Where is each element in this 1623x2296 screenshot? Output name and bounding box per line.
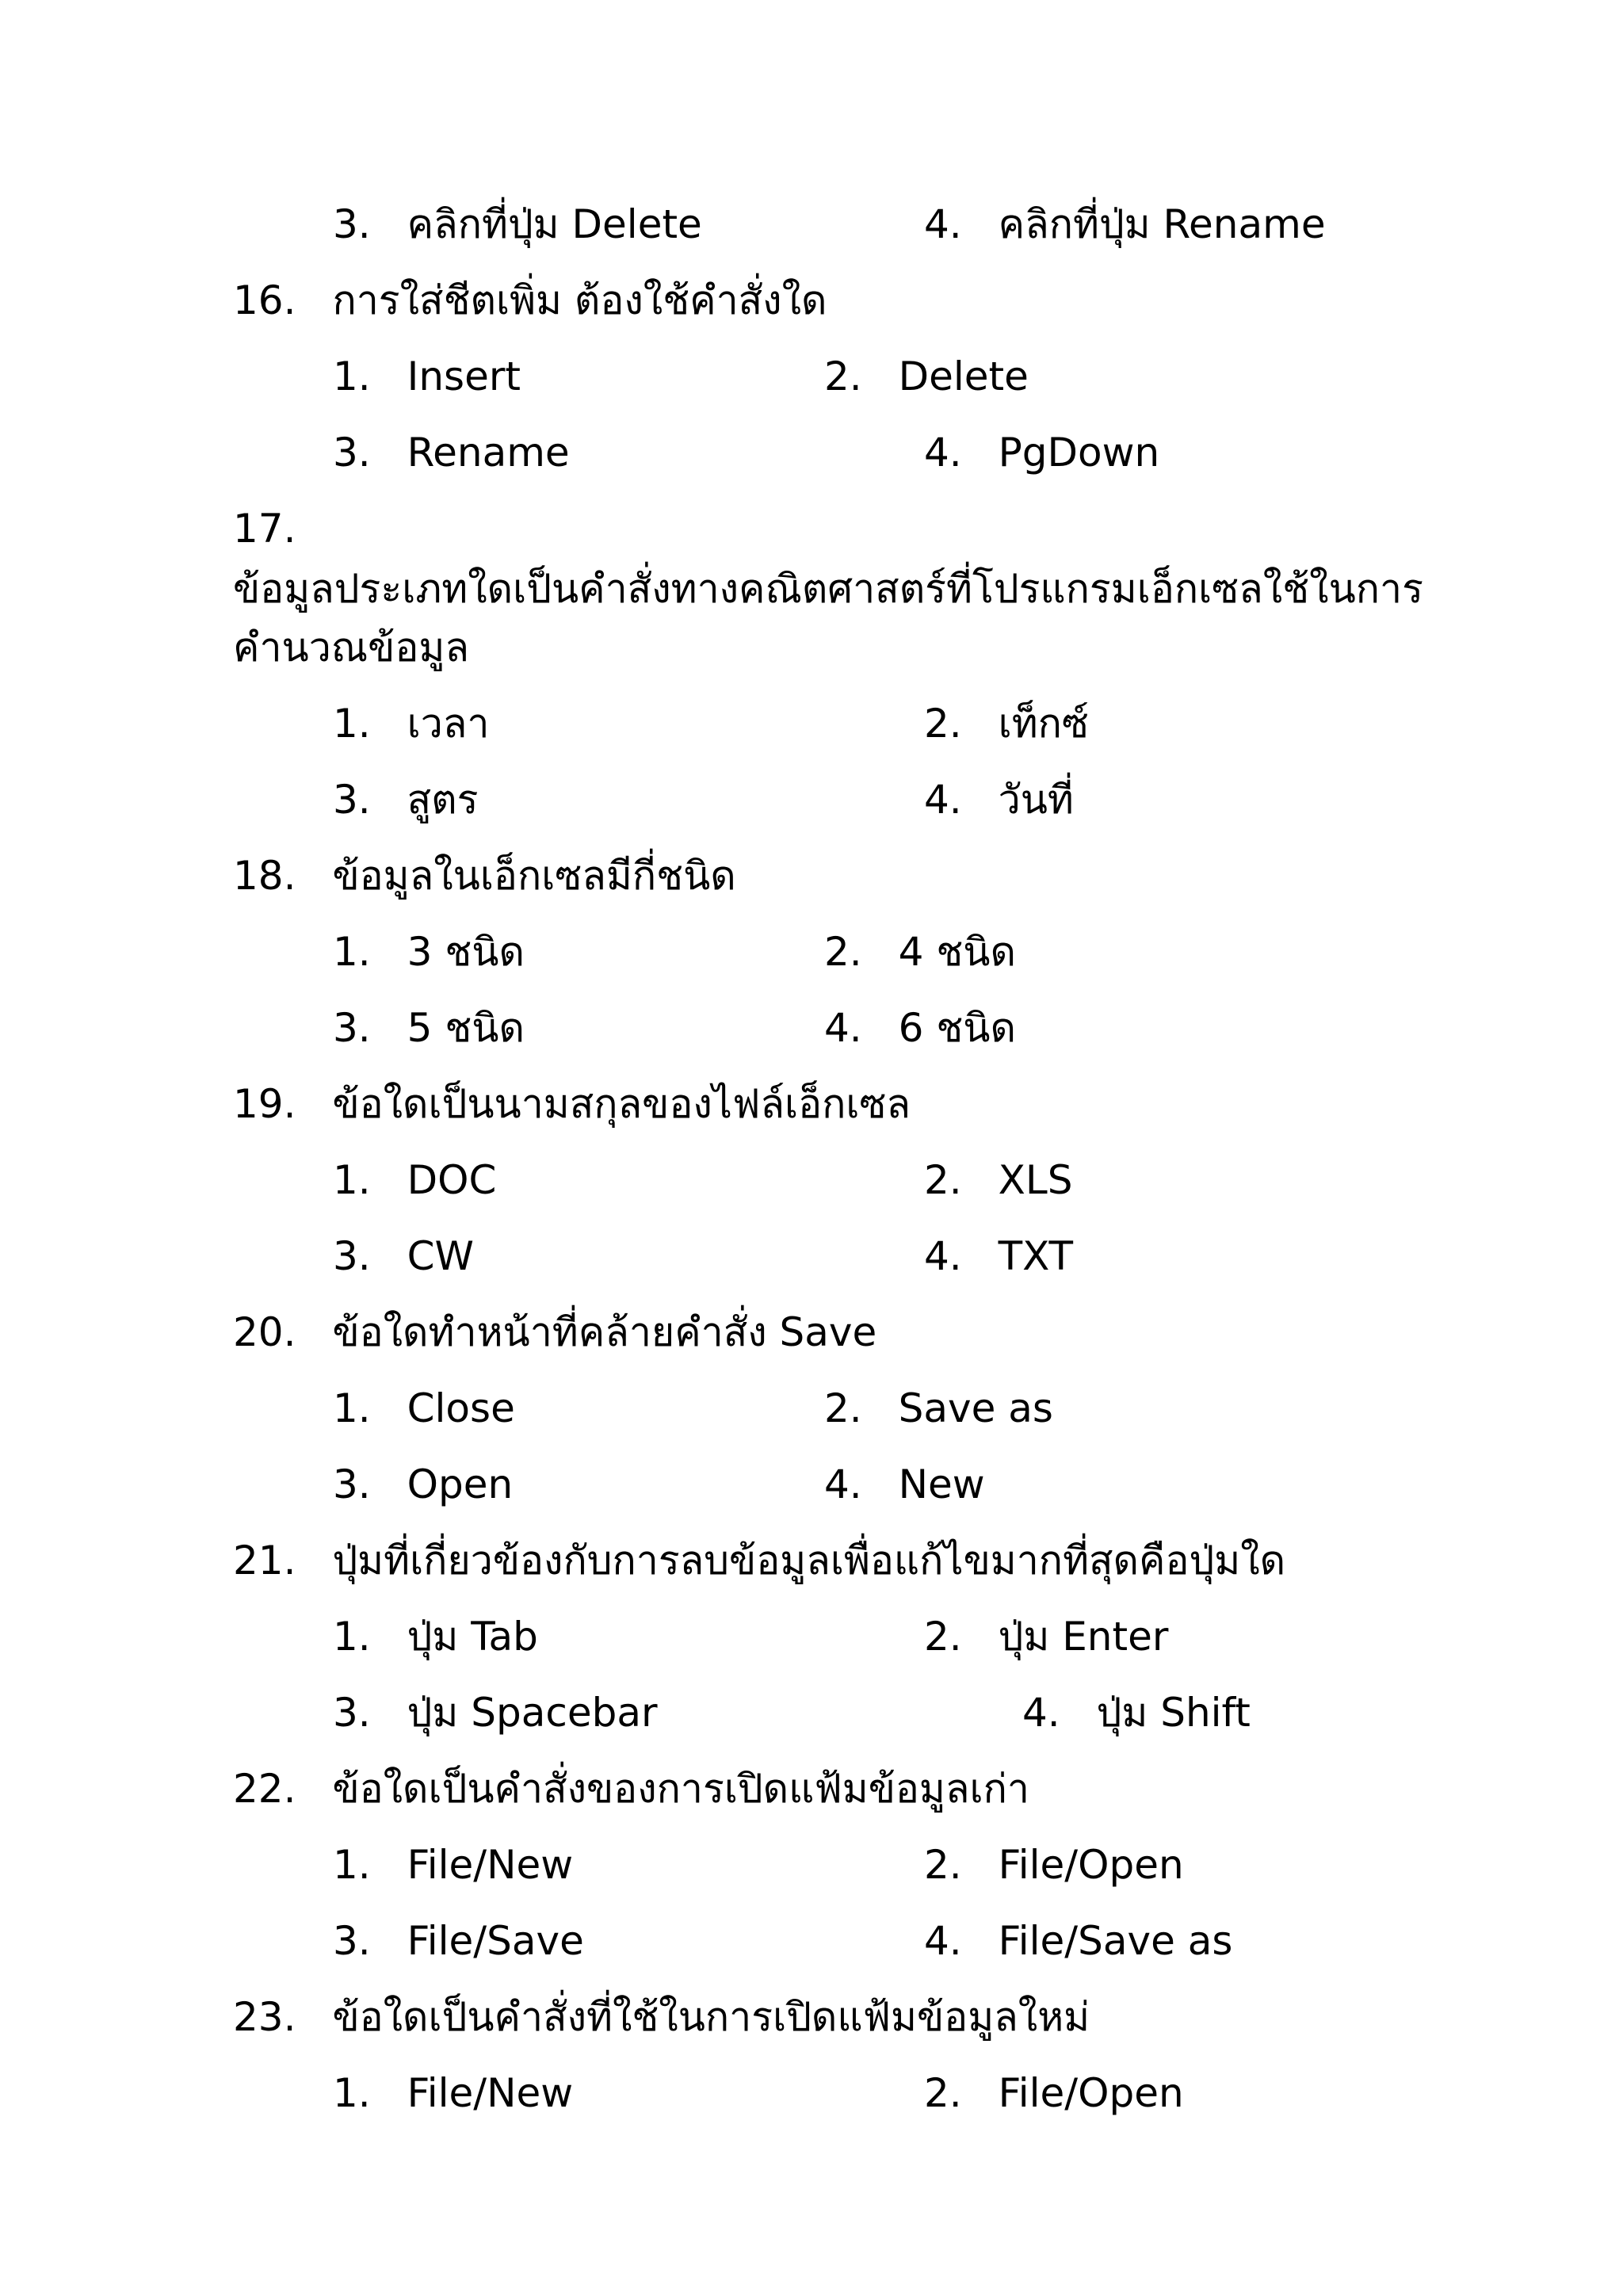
option-line (824, 1005, 1016, 1051)
option-text: 5 ชนิด (407, 1005, 525, 1051)
option-line (924, 1614, 1169, 1660)
option-text: คลิกที่ปุ่ม Delete (407, 201, 702, 247)
option-line (333, 1842, 574, 1888)
option-text: Rename (407, 430, 570, 476)
option-number: 4. (924, 430, 962, 476)
option-text: ปุ่ม Shift (1096, 1690, 1251, 1736)
option-number: 4. (924, 1918, 962, 1964)
option-line (333, 1233, 474, 1279)
option-number: 1. (333, 1385, 371, 1431)
question-text: ข้อใดเป็นคำสั่งของการเปิดแฟ้มข้อมูลเก่า (332, 1766, 1029, 1812)
question-number: 16. (233, 277, 296, 323)
option-text: File/Open (998, 2070, 1184, 2116)
option-text: เท็กซ์ (998, 701, 1089, 747)
option-number: 2. (824, 353, 862, 399)
option-number: 3. (333, 201, 371, 247)
option-line (333, 1918, 584, 1964)
option-number: 1. (333, 2070, 371, 2116)
option-number: 3. (333, 777, 371, 823)
option-text: Delete (898, 353, 1029, 399)
option-line (924, 1233, 1074, 1279)
option-text: File/Save as (998, 1918, 1233, 1964)
option-text: ปุ่ม Spacebar (407, 1690, 658, 1736)
question-number: 22. (233, 1766, 296, 1812)
question-text: ปุ่มที่เกี่ยวข้องกับการลบข้อมูลเพื่อแก้ไขมากที่สุดคือปุ่มใด (332, 1538, 1286, 1584)
option-line (333, 701, 490, 747)
option-line (924, 430, 1160, 476)
option-number: 3. (333, 1461, 371, 1507)
option-line (924, 201, 1326, 247)
question-text: ข้อใดเป็นคำสั่งที่ใช้ในการเปิดแฟ้มข้อมูลใหม่ (332, 1994, 1090, 2040)
question-20 (233, 1309, 877, 1355)
option-text: เวลา (407, 701, 490, 747)
option-text: คลิกที่ปุ่ม Rename (998, 201, 1326, 247)
option-line (924, 2070, 1184, 2116)
option-text: File/Open (998, 1842, 1184, 1888)
question-number: 18. (233, 853, 296, 899)
option-line (1022, 1690, 1251, 1736)
question-17-text-line1: ข้อมูลประเภทใดเป็นคำสั่งทางคณิตศาสตร์ที่โปรแกรมเอ็กเซลใช้ในการ (233, 566, 1423, 612)
question-21 (233, 1538, 1286, 1584)
option-line (924, 1157, 1073, 1203)
option-text: DOC (407, 1157, 497, 1203)
option-number: 2. (924, 1842, 962, 1888)
option-number: 4. (824, 1461, 862, 1507)
question-18 (233, 853, 736, 899)
option-number: 1. (333, 929, 371, 975)
option-number: 3. (333, 1690, 371, 1736)
option-text: 4 ชนิด (898, 929, 1016, 975)
option-text: 3 ชนิด (407, 929, 525, 975)
question-number: 19. (233, 1081, 296, 1127)
option-number: 4. (924, 777, 962, 823)
option-line (333, 1690, 658, 1736)
option-number: 2. (924, 2070, 962, 2116)
option-number: 1. (333, 353, 371, 399)
option-text: CW (407, 1233, 474, 1279)
question-text: การใส่ชีตเพิ่ม ต้องใช้คำสั่งใด (332, 277, 827, 323)
option-number: 1. (333, 1614, 371, 1660)
option-number: 4. (924, 1233, 962, 1279)
option-number: 3. (333, 1233, 371, 1279)
option-line (924, 1842, 1184, 1888)
option-number: 2. (924, 1157, 962, 1203)
option-line (824, 1461, 985, 1507)
question-number: 20. (233, 1309, 296, 1355)
option-text: Close (407, 1385, 515, 1431)
option-number: 2. (824, 1385, 862, 1431)
option-number: 4. (1022, 1690, 1060, 1736)
question-number: 21. (233, 1538, 296, 1584)
option-text: XLS (998, 1157, 1073, 1203)
option-number: 3. (333, 1918, 371, 1964)
option-number: 3. (333, 430, 371, 476)
option-text: ปุ่ม Tab (407, 1614, 538, 1660)
option-number: 2. (924, 1614, 962, 1660)
option-text: Open (407, 1461, 514, 1507)
question-text: ข้อใดทำหน้าที่คล้ายคำสั่ง Save (332, 1309, 877, 1355)
option-number: 1. (333, 1157, 371, 1203)
option-line (333, 430, 570, 476)
option-number: 3. (333, 1005, 371, 1051)
option-text: ปุ่ม Enter (998, 1614, 1169, 1660)
question-16 (233, 277, 827, 323)
option-line (824, 929, 1016, 975)
question-17-number: 17. (233, 506, 296, 552)
option-line (333, 929, 525, 975)
question-22 (233, 1766, 1029, 1812)
option-text: File/New (407, 2070, 574, 2116)
option-text: New (898, 1461, 985, 1507)
option-text: สูตร (407, 777, 479, 823)
option-line (333, 201, 702, 247)
option-number: 2. (824, 929, 862, 975)
option-line (824, 1385, 1053, 1431)
option-line (333, 1157, 497, 1203)
option-line (333, 353, 521, 399)
option-text: Save as (898, 1385, 1053, 1431)
option-line (333, 1005, 525, 1051)
question-text: ข้อใดเป็นนามสกุลของไฟล์เอ็กเซล (332, 1081, 911, 1127)
option-text: PgDown (998, 430, 1160, 476)
option-number: 1. (333, 701, 371, 747)
option-line (333, 1461, 514, 1507)
option-line (333, 777, 479, 823)
option-line (924, 701, 1089, 747)
option-text: TXT (998, 1233, 1074, 1279)
question-text: ข้อมูลในเอ็กเซลมีกี่ชนิด (332, 853, 736, 899)
option-text: วันที่ (998, 777, 1074, 823)
question-19 (233, 1081, 911, 1127)
question-17-text-line2: คำนวณข้อมูล (233, 625, 469, 670)
option-number: 2. (924, 701, 962, 747)
option-text: File/Save (407, 1918, 584, 1964)
option-line (924, 1918, 1233, 1964)
question-number: 23. (233, 1994, 296, 2040)
option-number: 4. (924, 201, 962, 247)
option-text: File/New (407, 1842, 574, 1888)
option-line (333, 1385, 515, 1431)
option-text: Insert (407, 353, 521, 399)
option-line (924, 777, 1074, 823)
option-line (333, 1614, 538, 1660)
option-text: 6 ชนิด (898, 1005, 1016, 1051)
option-number: 4. (824, 1005, 862, 1051)
question-23 (233, 1994, 1090, 2040)
option-number: 1. (333, 1842, 371, 1888)
option-line (824, 353, 1029, 399)
option-line (333, 2070, 574, 2116)
